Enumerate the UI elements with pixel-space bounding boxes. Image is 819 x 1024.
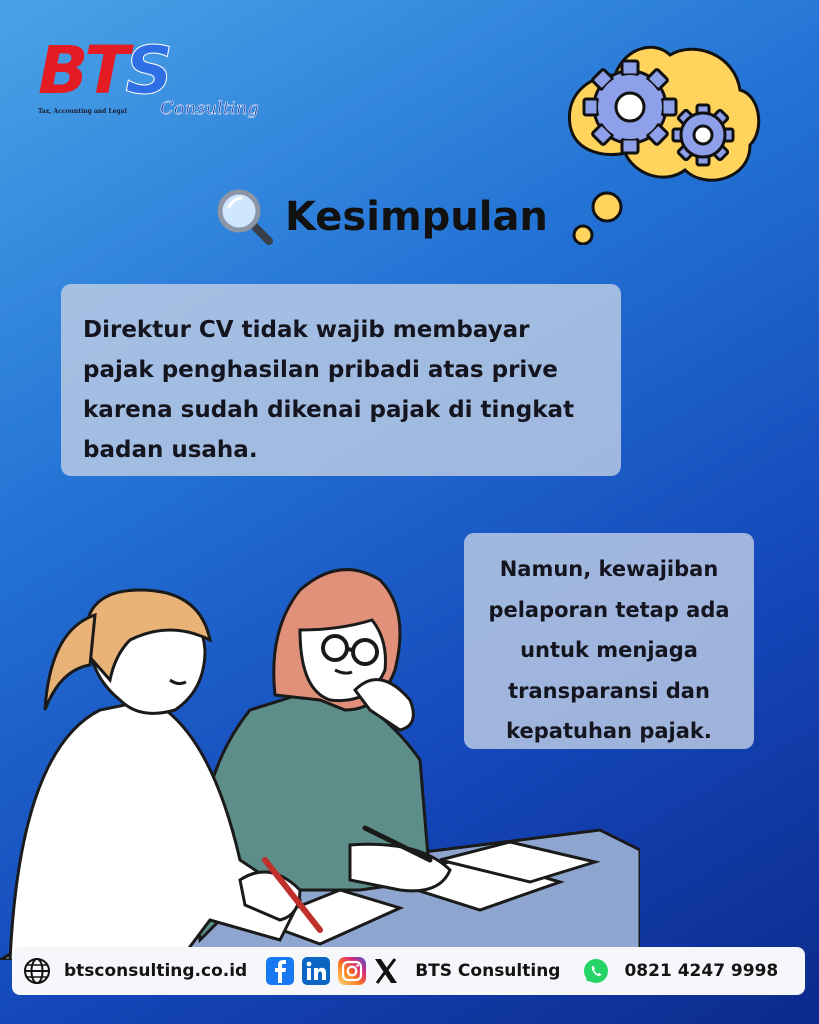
x-twitter-icon[interactable] — [373, 957, 399, 985]
conclusion-box — [61, 284, 621, 476]
page-title: Kesimpulan — [285, 194, 548, 240]
note-line: pelaporan tetap ada — [488, 597, 730, 622]
two-women-working-illustration — [0, 560, 640, 960]
note-line: Namun, kewajiban — [499, 557, 719, 581]
facebook-icon[interactable] — [265, 956, 295, 986]
logo-letter-b: B — [38, 32, 85, 109]
linkedin-icon[interactable] — [301, 956, 331, 986]
whatsapp-icon[interactable] — [582, 957, 610, 985]
magnifier-icon — [215, 187, 275, 247]
conclusion-line: karena sudah dikenai pajak di tingkat — [83, 397, 575, 423]
instagram-icon[interactable] — [337, 956, 367, 986]
conclusion-line: Direktur CV tidak wajib membayar — [83, 317, 530, 343]
thought-cloud-gears-icon — [555, 35, 765, 245]
conclusion-line: pajak penghasilan pribadi atas prive — [83, 357, 558, 383]
brand-logo — [38, 32, 259, 131]
conclusion-line: badan usaha. — [83, 437, 258, 463]
footer-bar — [12, 947, 805, 995]
logo-letter-s: S — [125, 32, 169, 109]
note-line: transparansi dan — [508, 678, 710, 703]
note-line: untuk menjaga — [520, 638, 698, 662]
phone-number[interactable]: 0821 4247 9998 — [624, 961, 779, 981]
logo-sub: Consulting — [160, 98, 259, 119]
globe-icon — [22, 956, 52, 986]
logo-tagline: Tax, Accounting and Legal — [38, 108, 127, 115]
logo-letters — [38, 32, 169, 109]
title-row — [215, 185, 548, 249]
social-handle[interactable]: BTS Consulting — [415, 961, 561, 981]
note-line: kepatuhan pajak. — [506, 719, 712, 743]
website-link[interactable]: btsconsulting.co.id — [64, 961, 248, 981]
logo-letter-t: T — [84, 32, 126, 109]
